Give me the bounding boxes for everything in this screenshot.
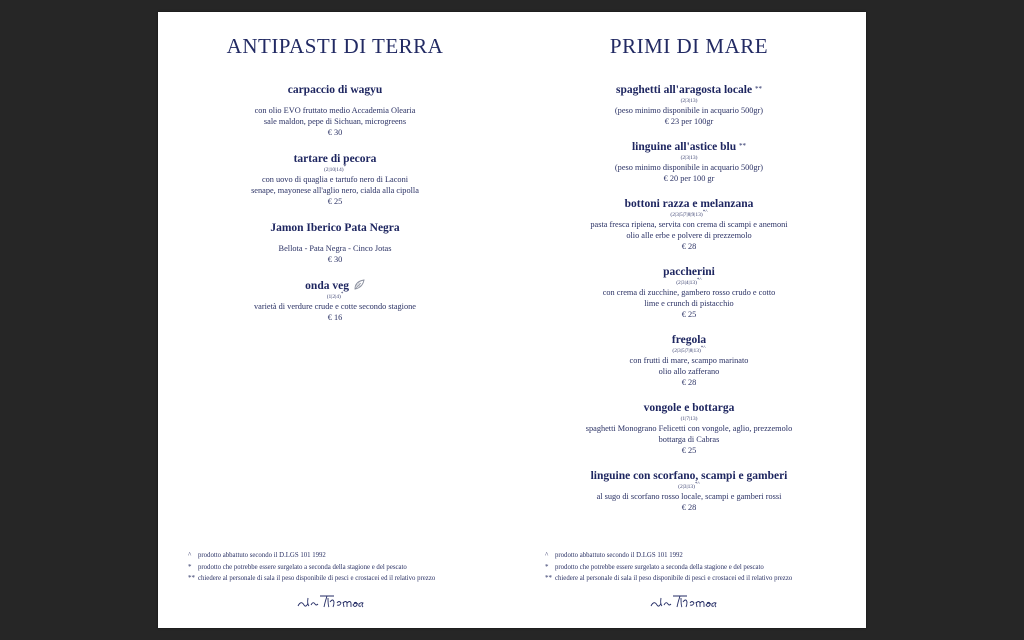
item-price: € 28	[681, 242, 697, 251]
item-name	[158, 83, 512, 97]
footnote-text: chiedere al personale di sala il peso disponibile di pesci e crostacei ed il relativo prezzo	[555, 575, 793, 582]
footnote	[545, 550, 865, 562]
allergens-text: (1|2|4)	[326, 294, 341, 300]
footnote	[545, 573, 865, 585]
allergens-mark: *^	[696, 278, 702, 283]
column-primi-di-mare	[512, 12, 866, 628]
menu-item	[512, 333, 866, 389]
item-description: con frutti di mare, scampo marinato	[629, 356, 749, 365]
item-name-text: paccherini	[663, 266, 715, 278]
item-description: lime e crunch di pistacchio	[644, 299, 734, 308]
allergens-text: (2|3|4|13)	[676, 280, 697, 286]
allergens	[158, 293, 512, 301]
allergens-text: (2|3|13)	[680, 98, 698, 104]
menu-item	[512, 401, 866, 457]
item-price: € 25	[681, 310, 697, 319]
item-name-text: carpaccio di wagyu	[287, 84, 383, 96]
allergens-mark: *^	[702, 210, 708, 215]
item-description: spaghetti Monograno Felicetti con vongole, aglio, prezzemolo	[585, 424, 793, 433]
footnotes	[545, 550, 865, 585]
footnote-mark: ^	[188, 551, 192, 559]
item-description: Bellota - Pata Negra - Cinco Jotas	[278, 244, 392, 253]
menu-item-list	[512, 83, 866, 526]
allergens	[512, 415, 866, 423]
allergens-text: (2|3|5|7|8|13)	[672, 348, 701, 354]
item-description: senape, mayonese all'aglio nero, cialda alla cipolla	[251, 186, 419, 195]
item-name	[512, 140, 866, 154]
item-name-text: tartare di pecora	[293, 153, 377, 165]
allergens-mark: *^	[695, 482, 700, 487]
item-description: olio alle erbe e polvere di prezzemolo	[626, 231, 752, 240]
item-price: € 25	[681, 446, 697, 455]
menu-item	[512, 197, 866, 253]
footnote-text: chiedere al personale di sala il peso disponibile di pesci e crostacei ed il relativo prezzo	[198, 575, 436, 582]
item-price: € 30	[327, 255, 343, 264]
section-title: ANTIPASTI DI TERRA	[226, 34, 444, 58]
item-name	[158, 279, 512, 293]
menu-item	[512, 140, 866, 185]
item-description: con crema di zucchine, gambero rosso crudo e cotto	[602, 288, 776, 297]
menu-item	[158, 279, 512, 324]
item-description: con uovo di quaglia e tartufo nero di Laconi	[261, 175, 409, 184]
footnote-mark: ^	[545, 551, 549, 559]
item-description: pasta fresca ripiena, servita con crema di scampi e anemoni	[590, 220, 788, 229]
item-name	[158, 152, 512, 166]
item-name-mark: **	[754, 85, 762, 93]
footnote	[545, 562, 865, 574]
leaf-icon	[353, 279, 365, 290]
item-name-text: Jamon Iberico Pata Negra	[270, 222, 400, 234]
item-price: € 23 per 100gr	[664, 117, 714, 126]
item-description: (peso minimo disponibile in acquario 500gr)	[614, 163, 764, 172]
allergens-text: (1|7|13)	[680, 416, 698, 422]
allergens-text: (2|3|13)	[680, 155, 698, 161]
menu-item	[512, 83, 866, 128]
item-name-mark: **	[739, 142, 747, 150]
allergens	[512, 154, 866, 162]
item-name	[512, 333, 866, 347]
menu-item	[512, 265, 866, 321]
item-name	[512, 197, 866, 211]
allergens-text: (2|3|5|7|8|9|13)	[670, 212, 703, 218]
footnote-text: prodotto che potrebbe essere surgelato a seconda della stagione e del pescato	[198, 563, 407, 571]
allergens	[512, 211, 866, 219]
item-name-text: vongole e bottarga	[643, 402, 735, 414]
allergens	[512, 279, 866, 287]
item-description: con olio EVO fruttato medio Accademia Olearia	[254, 106, 416, 115]
allergens-mark: *	[340, 292, 344, 297]
allergens-mark: *	[343, 165, 347, 170]
item-description: sale maldon, pepe di Sichuan, microgreens	[263, 117, 407, 126]
footnote-mark: *	[188, 562, 192, 571]
allergens	[512, 483, 866, 491]
footnote-mark: *	[545, 562, 549, 571]
footnote	[188, 550, 508, 562]
item-name	[512, 83, 866, 97]
item-price: € 20 per 100 gr	[663, 174, 715, 183]
column-antipasti-di-terra	[158, 12, 512, 628]
menu-item	[158, 83, 512, 139]
item-price: € 30	[327, 128, 343, 137]
item-description: al sugo di scorfano rosso locale, scampi e gamberi rossi	[596, 492, 782, 501]
signature-logo	[294, 588, 384, 612]
item-name-text: fregola	[671, 334, 707, 346]
item-description: (peso minimo disponibile in acquario 500gr)	[614, 106, 764, 115]
item-name	[512, 469, 866, 483]
item-price: € 25	[327, 197, 343, 206]
item-name-text: onda veg	[305, 280, 349, 292]
item-name-text: spaghetti all'aragosta locale	[616, 84, 753, 96]
footnote-mark: **	[188, 574, 195, 582]
menu-item	[512, 469, 866, 514]
item-price: € 28	[681, 378, 697, 387]
allergens-mark: *^	[700, 346, 706, 351]
item-name-text: bottoni razza e melanzana	[624, 198, 754, 210]
section-title: PRIMI DI MARE	[609, 34, 769, 58]
allergens-text: (2|10|14)	[323, 167, 344, 173]
allergens-spacer	[158, 235, 512, 243]
item-price: € 16	[327, 313, 343, 322]
signature-logo	[647, 588, 737, 612]
item-name-text: linguine con scorfano, scampi e gamberi	[590, 470, 788, 482]
allergens	[512, 347, 866, 355]
footnote-text: prodotto che potrebbe essere surgelato a seconda della stagione e del pescato	[555, 563, 764, 571]
item-name	[512, 401, 866, 415]
item-name-text: linguine all'astice blu	[631, 141, 737, 153]
item-description: bottarga di Cabras	[658, 435, 720, 444]
allergens-spacer	[158, 97, 512, 105]
menu-item-list	[158, 83, 512, 337]
item-price: € 28	[681, 503, 697, 512]
item-description: varietà di verdure crude e cotte secondo stagione	[254, 302, 416, 311]
allergens	[158, 166, 512, 174]
allergens-text: (2|3|13)	[678, 484, 695, 490]
item-name	[158, 221, 512, 235]
footnote-mark: **	[545, 574, 552, 582]
footnotes	[188, 550, 508, 585]
menu-page	[158, 12, 866, 628]
footnote	[188, 573, 508, 585]
allergens	[512, 97, 866, 105]
menu-item	[158, 152, 512, 208]
footnote-text: prodotto abbattuto secondo il D.LGS 101 1992	[198, 552, 326, 559]
footnote-text: prodotto abbattuto secondo il D.LGS 101 1992	[555, 552, 683, 559]
item-description: olio allo zafferano	[658, 367, 720, 376]
menu-item	[158, 221, 512, 266]
item-name	[512, 265, 866, 279]
footnote	[188, 562, 508, 574]
